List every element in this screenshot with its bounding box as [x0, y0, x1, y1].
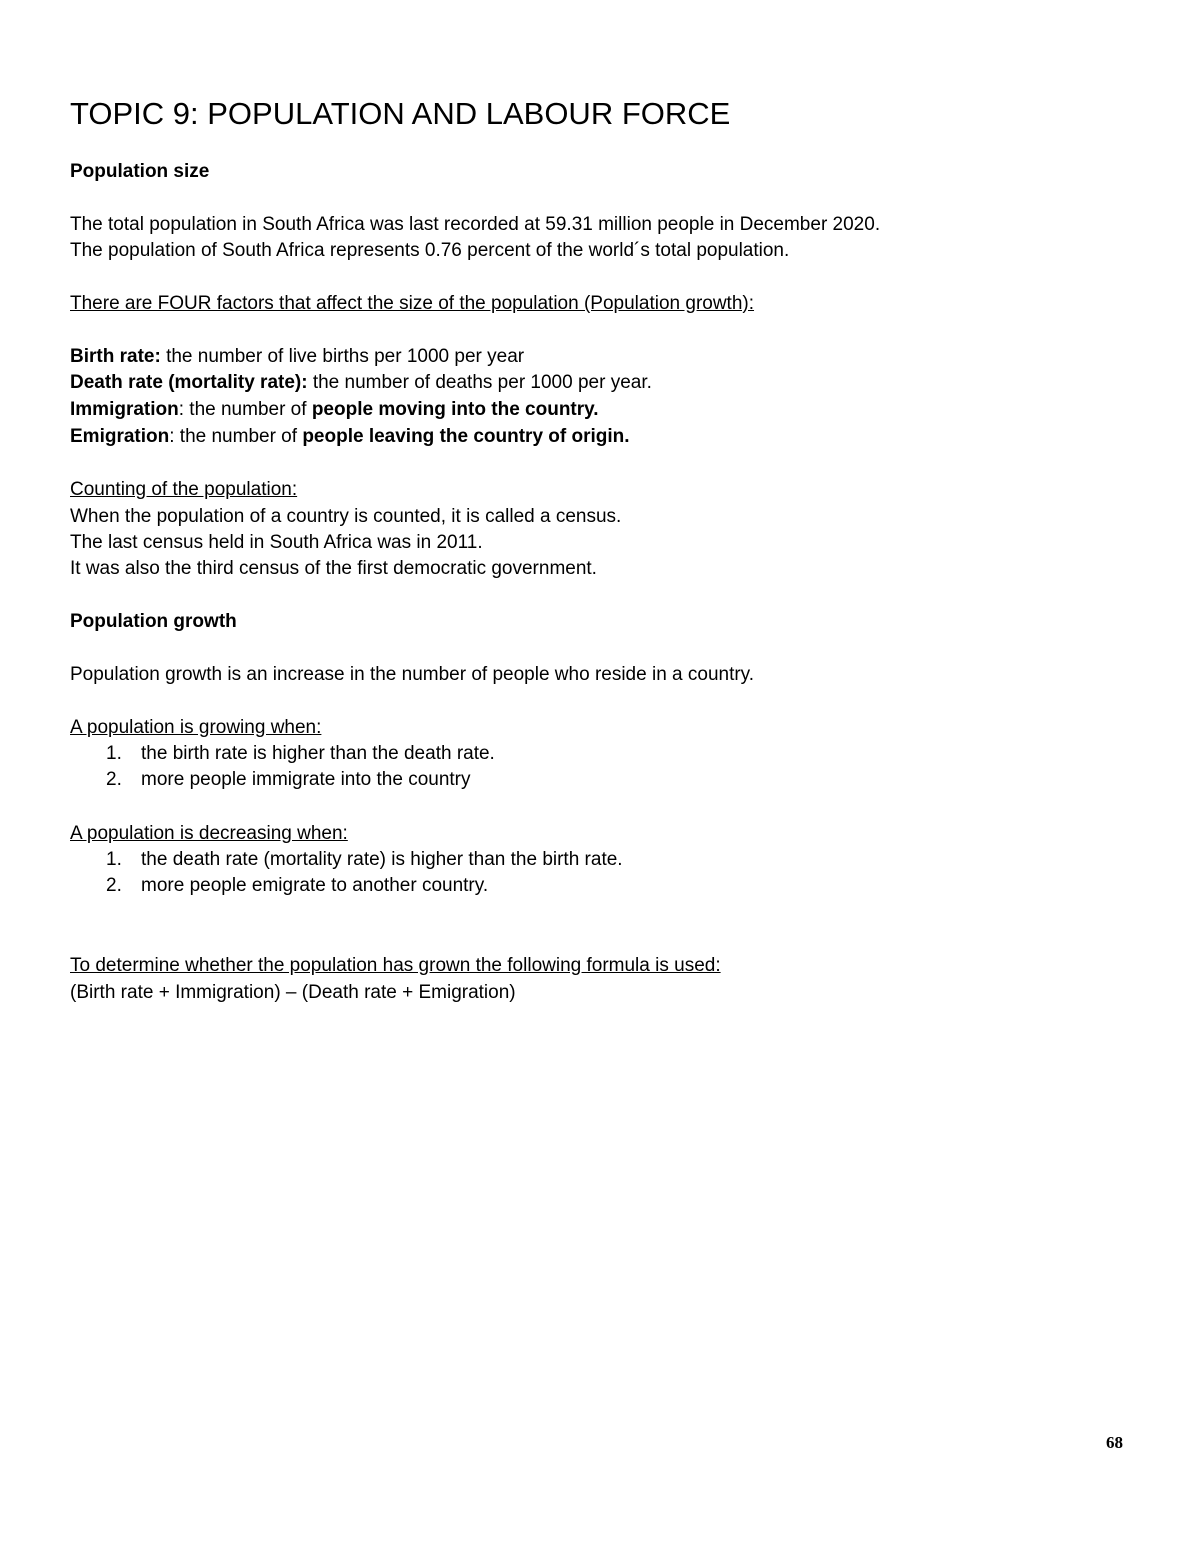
factor-definition: : the number of: [178, 399, 312, 420]
factor-term: Immigration: [70, 399, 179, 420]
list-text: the death rate (mortality rate) is higher than the birth rate.: [141, 849, 623, 870]
factor-definition: the number of live births per 1000 per year: [160, 346, 525, 367]
growing-heading: A population is growing when:: [70, 717, 322, 738]
factor-term: Emigration: [70, 426, 170, 447]
decreasing-heading: A population is decreasing when:: [70, 823, 348, 844]
list-number: 2.: [106, 769, 122, 790]
factor-birth-rate: [70, 345, 524, 369]
formula-intro: To determine whether the population has grown the following formula is used:: [70, 955, 721, 976]
census-heading: Counting of the population:: [70, 479, 298, 500]
factor-immigration: [70, 398, 599, 422]
list-text: the birth rate is higher than the death rate.: [141, 743, 495, 764]
population-paragraph-1: The total population in South Africa was last recorded at 59.31 million people in December 2020.: [70, 214, 881, 235]
list-number: 1.: [106, 849, 122, 870]
formula: (Birth rate + Immigration) – (Death rate + Emigration): [70, 982, 516, 1003]
factor-term: Birth rate:: [70, 346, 161, 367]
list-item: [106, 874, 488, 898]
factor-emigration: [70, 425, 630, 449]
list-item: [106, 742, 495, 766]
list-number: 2.: [106, 875, 122, 896]
factor-death-rate: [70, 371, 652, 395]
factor-definition: : the number of: [169, 426, 303, 447]
factor-definition: the number of deaths per 1000 per year.: [307, 372, 652, 393]
list-item: [106, 848, 623, 872]
census-line-2: The last census held in South Africa was in 2011.: [70, 532, 483, 553]
page-number: 68: [1106, 1433, 1123, 1452]
section-heading-population-size: Population size: [70, 161, 210, 182]
census-line-1: When the population of a country is counted, it is called a census.: [70, 506, 622, 527]
list-text: more people immigrate into the country: [141, 769, 471, 790]
factor-term: Death rate (mortality rate):: [70, 372, 308, 393]
section-heading-population-growth: Population growth: [70, 611, 237, 632]
factor-emphasis: people leaving the country of origin.: [302, 426, 630, 447]
population-paragraph-2: The population of South Africa represents 0.76 percent of the world´s total population.: [70, 240, 790, 261]
page-title: TOPIC 9: POPULATION AND LABOUR FORCE: [70, 96, 731, 131]
census-line-3: It was also the third census of the first democratic government.: [70, 558, 597, 579]
factors-intro: There are FOUR factors that affect the size of the population (Population growth):: [70, 293, 755, 314]
factor-emphasis: people moving into the country.: [311, 399, 599, 420]
list-item: [106, 768, 471, 792]
list-number: 1.: [106, 743, 122, 764]
list-text: more people emigrate to another country.: [141, 875, 489, 896]
growth-definition: Population growth is an increase in the number of people who reside in a country.: [70, 664, 755, 685]
